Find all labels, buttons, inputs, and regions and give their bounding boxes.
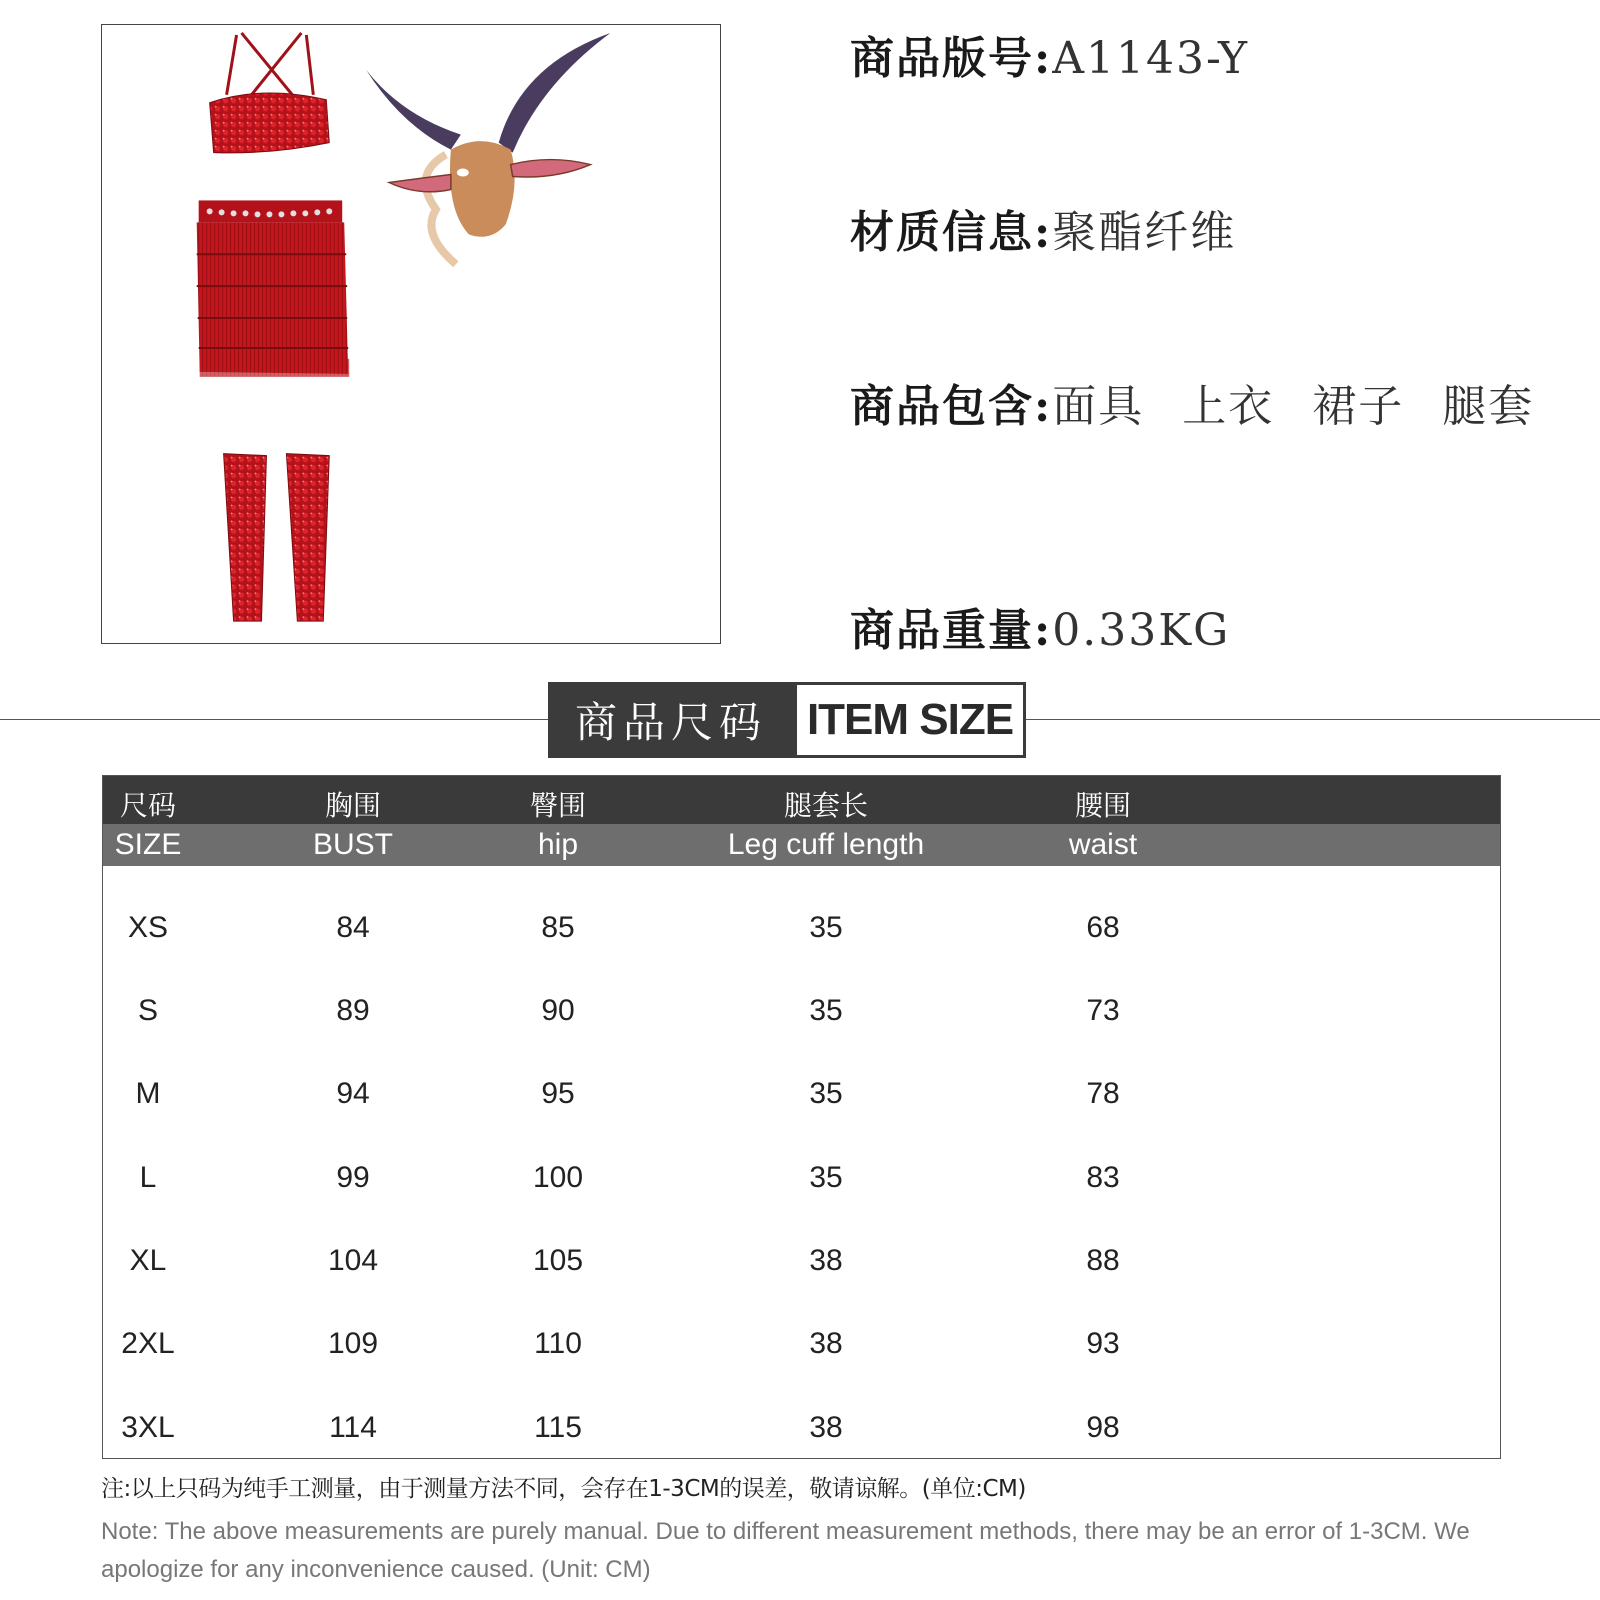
table-cell: 35 — [809, 994, 843, 1027]
spec-label: 商品版号: — [850, 33, 1053, 84]
size-title-cn: 商品尺码 — [548, 682, 794, 758]
table-cell: 83 — [1086, 1161, 1120, 1194]
table-cell: 84 — [336, 911, 370, 944]
table-cell: 73 — [1086, 994, 1120, 1027]
spec-contents — [850, 370, 1534, 434]
header-cn-1: 胸围 — [324, 789, 382, 822]
leg-cuffs — [224, 454, 330, 621]
product-photo — [101, 24, 721, 644]
table-cell: 93 — [1086, 1327, 1120, 1360]
header-en-1: BUST — [312, 828, 394, 861]
note-cn: 注:以上只码为纯手工测量，由于测量方法不同，会存在1-3CM的误差，敬请谅解。(单位:CM) — [101, 1476, 1026, 1502]
table-cell: 38 — [809, 1327, 843, 1360]
sequin-top — [210, 33, 330, 153]
spec-value: 面具 上衣 裙子 腿套 — [1052, 381, 1535, 432]
table-cell: S — [137, 994, 159, 1027]
table-cell: 89 — [336, 994, 370, 1027]
table-cell: 94 — [336, 1077, 370, 1110]
header-en-0: SIZE — [114, 828, 182, 861]
header-cn-3: 腿套长 — [783, 789, 869, 822]
note-en: Note: The above measurements are purely manual. Due to different measurement methods, there may be an error of 1-3CM. We apologize for any inconvenience caused. (Unit: CM) — [101, 1518, 1470, 1583]
table-cell: 104 — [327, 1244, 379, 1277]
table-cell: 38 — [809, 1244, 843, 1277]
header-en-4: waist — [1068, 828, 1138, 861]
spec-model — [850, 22, 1249, 86]
spec-label: 材质信息: — [850, 207, 1053, 258]
table-cell: 38 — [809, 1411, 843, 1444]
costume-illustration — [102, 25, 720, 643]
table-cell: 99 — [336, 1161, 370, 1194]
table-cell: 90 — [541, 994, 575, 1027]
table-cell: 114 — [329, 1411, 377, 1444]
table-cell: 98 — [1086, 1411, 1120, 1444]
table-cell: M — [135, 1077, 161, 1110]
header-cn-4: 腰围 — [1074, 789, 1132, 822]
table-cell: 100 — [532, 1161, 584, 1194]
header-en-2: hip — [537, 828, 579, 861]
table-cell: 35 — [809, 1161, 843, 1194]
header-en-3: Leg cuff length — [727, 828, 925, 861]
size-table — [102, 775, 1501, 1459]
table-cell: 78 — [1086, 1077, 1120, 1110]
spec-weight — [850, 594, 1230, 658]
spec-label: 商品重量: — [850, 605, 1053, 656]
table-cell: 35 — [809, 911, 843, 944]
table-cell: 3XL — [121, 1411, 175, 1444]
spec-material — [850, 196, 1236, 260]
header-cn-0: 尺码 — [119, 789, 177, 822]
goat-mask — [366, 33, 610, 264]
table-cell: 95 — [541, 1077, 575, 1110]
header-cn-2: 臀围 — [529, 789, 587, 822]
spec-label: 商品包含: — [850, 381, 1053, 432]
table-cell: 35 — [809, 1077, 843, 1110]
table-cell: L — [139, 1161, 157, 1194]
table-cell: XL — [129, 1244, 167, 1277]
size-section-title — [548, 682, 1026, 758]
table-cell: 2XL — [121, 1327, 175, 1360]
spec-value: 0.33KG — [1052, 605, 1231, 656]
table-cell: 105 — [532, 1244, 584, 1277]
fringe-skirt — [197, 200, 350, 376]
table-cell: 85 — [541, 911, 575, 944]
table-cell: XS — [127, 911, 169, 944]
spec-value: A1143-Y — [1052, 33, 1250, 84]
table-cell: 115 — [534, 1411, 582, 1444]
table-cell: 68 — [1086, 911, 1120, 944]
table-cell: 88 — [1086, 1244, 1120, 1277]
spec-value: 聚酯纤维 — [1052, 207, 1237, 258]
table-cell: 109 — [327, 1327, 379, 1360]
size-title-en: ITEM SIZE — [794, 682, 1026, 758]
table-cell: 110 — [534, 1327, 582, 1360]
